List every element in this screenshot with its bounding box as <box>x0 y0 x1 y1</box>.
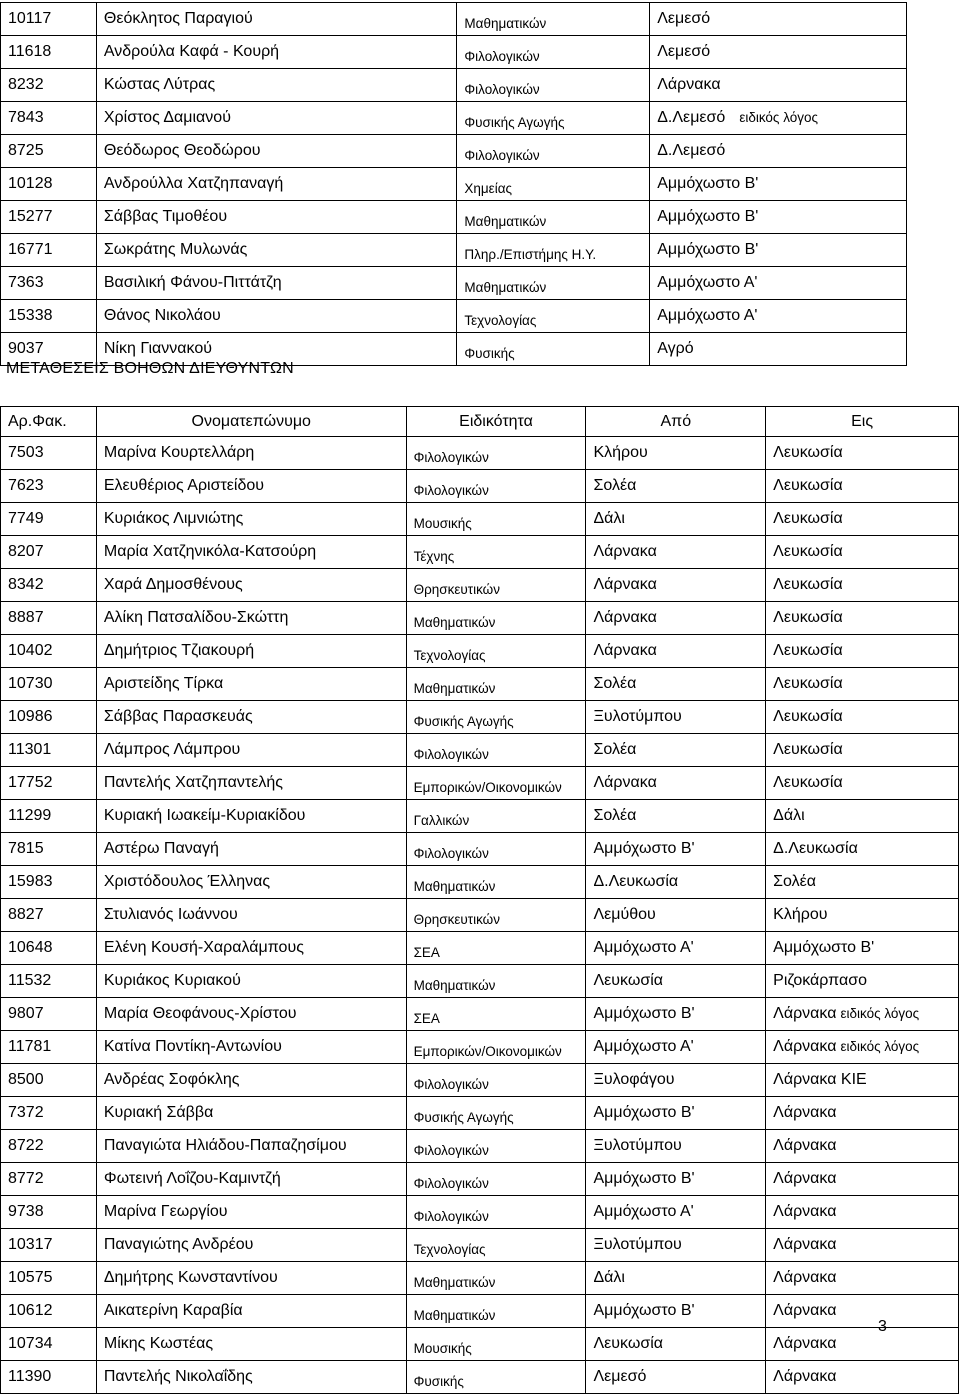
file-number-cell: 7503 <box>1 437 97 470</box>
name-cell: Αικατερίνη Καραβία <box>96 1295 406 1328</box>
file-number-cell: 17752 <box>1 767 97 800</box>
to-text: Λάρνακα <box>773 1137 837 1154</box>
table-row <box>1 102 907 135</box>
name-cell: Χριστόδουλος Έλληνας <box>96 866 406 899</box>
table-row <box>1 701 959 734</box>
file-number-cell: 10648 <box>1 932 97 965</box>
name-cell: Χαρά Δημοσθένους <box>96 569 406 602</box>
file-number-cell: 8342 <box>1 569 97 602</box>
specialty-cell: Φιλολογικών <box>457 69 650 102</box>
from-cell: Ξυλοτύμπου <box>586 701 766 734</box>
to-cell <box>766 1229 959 1262</box>
to-text: Λάρνακα <box>773 1038 837 1055</box>
file-number-cell: 11532 <box>1 965 97 998</box>
table-row <box>1 470 959 503</box>
table-row <box>1 965 959 998</box>
table-row <box>1 1031 959 1064</box>
specialty-cell: Φυσικής Αγωγής <box>406 701 586 734</box>
specialty-cell: Χημείας <box>457 168 650 201</box>
table-row <box>1 36 907 69</box>
file-number-cell: 16771 <box>1 234 97 267</box>
from-cell: Λευκωσία <box>586 1328 766 1361</box>
from-cell: Ξυλοτύμπου <box>586 1229 766 1262</box>
section-title: ΜΕΤΑΘΕΣΕΙΣ ΒΟΗΘΩΝ ΔΙΕΥΘΥΝΤΩΝ <box>6 360 294 377</box>
to-cell <box>766 701 959 734</box>
from-cell: Ξυλοφάγου <box>586 1064 766 1097</box>
specialty-cell: Μαθηματικών <box>406 602 586 635</box>
to-text: Δάλι <box>773 807 805 824</box>
specialty-cell: Μουσικής <box>406 503 586 536</box>
to-text: Λευκωσία <box>773 774 843 791</box>
specialty-cell: ΣΕΑ <box>406 998 586 1031</box>
to-cell <box>766 470 959 503</box>
name-cell: Στυλιανός Ιωάννου <box>96 899 406 932</box>
from-cell: Λεμύθου <box>586 899 766 932</box>
location-text: Λεμεσό <box>657 10 711 27</box>
specialty-cell: Μαθηματικών <box>406 866 586 899</box>
specialty-cell: Φιλολογικών <box>406 470 586 503</box>
location-cell <box>650 3 907 36</box>
file-number-cell: 7372 <box>1 1097 97 1130</box>
name-cell: Αλίκη Πατσαλίδου-Σκώττη <box>96 602 406 635</box>
specialty-cell: Φιλολογικών <box>406 833 586 866</box>
table-row <box>1 135 907 168</box>
specialty-cell: Μαθηματικών <box>457 267 650 300</box>
location-text: Αμμόχωστο Β' <box>657 175 759 192</box>
name-cell: Κυριάκος Κυριακού <box>96 965 406 998</box>
from-cell: Αμμόχωστο Β' <box>586 998 766 1031</box>
table-row <box>1 734 959 767</box>
to-cell <box>766 1262 959 1295</box>
to-text: Λάρνακα <box>773 1335 837 1352</box>
from-cell: Λάρνακα <box>586 767 766 800</box>
name-cell: Ελένη Κουσή-Χαραλάμπους <box>96 932 406 965</box>
specialty-cell: Τεχνολογίας <box>406 1229 586 1262</box>
from-cell: Σολέα <box>586 470 766 503</box>
specialty-cell: Τεχνολογίας <box>406 635 586 668</box>
location-cell <box>650 333 907 366</box>
specialty-cell: Τεχνολογίας <box>457 300 650 333</box>
to-text: Λευκωσία <box>773 642 843 659</box>
header-full-name: Ονοματεπώνυμο <box>96 407 406 437</box>
from-cell: Λεμεσό <box>586 1361 766 1394</box>
location-text: Λάρνακα <box>657 76 721 93</box>
table-row <box>1 602 959 635</box>
to-cell <box>766 833 959 866</box>
table-row <box>1 1064 959 1097</box>
file-number-cell: 15983 <box>1 866 97 899</box>
file-number-cell: 9738 <box>1 1196 97 1229</box>
file-number-cell: 11299 <box>1 800 97 833</box>
from-cell: Σολέα <box>586 668 766 701</box>
name-cell: Κυριακή Σάββα <box>96 1097 406 1130</box>
specialty-cell: Θρησκευτικών <box>406 569 586 602</box>
header-file-number: Αρ.Φακ. <box>1 407 97 437</box>
file-number-cell: 8232 <box>1 69 97 102</box>
special-reason-note: ειδικός λόγος <box>739 110 819 125</box>
file-number-cell: 8500 <box>1 1064 97 1097</box>
name-cell: Μαρία Θεοφάνους-Χρίστου <box>96 998 406 1031</box>
table-row <box>1 668 959 701</box>
location-cell <box>650 300 907 333</box>
file-number-cell: 8207 <box>1 536 97 569</box>
specialty-cell: Φυσικής <box>406 1361 586 1394</box>
to-cell <box>766 602 959 635</box>
to-text: Λάρνακα <box>773 1104 837 1121</box>
table-row <box>1 1130 959 1163</box>
header-specialty: Ειδικότητα <box>406 407 586 437</box>
from-cell: Αμμόχωστο Β' <box>586 833 766 866</box>
specialty-cell: Εμπορικών/Οικονομικών <box>406 1031 586 1064</box>
location-text: Αμμόχωστο Β' <box>657 241 759 258</box>
file-number-cell: 15277 <box>1 201 97 234</box>
file-number-cell: 10730 <box>1 668 97 701</box>
to-text: Λευκωσία <box>773 510 843 527</box>
location-text: Αγρό <box>657 340 694 357</box>
file-number-cell: 8827 <box>1 899 97 932</box>
to-cell <box>766 1097 959 1130</box>
specialty-cell: Φιλολογικών <box>457 135 650 168</box>
name-cell: Ανδρούλα Καφά - Κουρή <box>96 36 457 69</box>
from-cell: Αμμόχωστο Α' <box>586 932 766 965</box>
specialty-cell: Φιλολογικών <box>406 1064 586 1097</box>
from-cell: Λάρνακα <box>586 569 766 602</box>
file-number-cell: 10575 <box>1 1262 97 1295</box>
to-cell <box>766 1064 959 1097</box>
location-cell <box>650 135 907 168</box>
specialty-cell: Εμπορικών/Οικονομικών <box>406 767 586 800</box>
file-number-cell: 8772 <box>1 1163 97 1196</box>
to-cell <box>766 800 959 833</box>
to-cell <box>766 1295 959 1328</box>
name-cell: Θάνος Νικολάου <box>96 300 457 333</box>
to-cell <box>766 965 959 998</box>
file-number-cell: 10986 <box>1 701 97 734</box>
to-text: Λάρνακα <box>773 1005 837 1022</box>
to-cell <box>766 899 959 932</box>
to-text: Λάρνακα <box>773 1203 837 1220</box>
specialty-cell: Φιλολογικών <box>406 1130 586 1163</box>
file-number-cell: 11390 <box>1 1361 97 1394</box>
file-number-cell: 7363 <box>1 267 97 300</box>
file-number-cell: 10402 <box>1 635 97 668</box>
to-cell <box>766 1196 959 1229</box>
table-row <box>1 536 959 569</box>
specialty-cell: Φυσικής Αγωγής <box>457 102 650 135</box>
table-header-row <box>1 407 959 437</box>
name-cell: Παντελής Νικολαΐδης <box>96 1361 406 1394</box>
table-row <box>1 300 907 333</box>
to-text: Λευκωσία <box>773 477 843 494</box>
header-to: Εις <box>766 407 959 437</box>
location-cell <box>650 168 907 201</box>
specialty-cell: Φυσικής <box>457 333 650 366</box>
specialty-cell: Γαλλικών <box>406 800 586 833</box>
name-cell: Ελευθέριος Αριστείδου <box>96 470 406 503</box>
assistant-principals-transfers-table <box>0 406 959 1394</box>
table-row <box>1 168 907 201</box>
to-cell <box>766 437 959 470</box>
file-number-cell: 7843 <box>1 102 97 135</box>
from-cell: Αμμόχωστο Β' <box>586 1295 766 1328</box>
specialty-cell: Φυσικής Αγωγής <box>406 1097 586 1130</box>
table-row <box>1 767 959 800</box>
from-cell: Σολέα <box>586 800 766 833</box>
file-number-cell: 10612 <box>1 1295 97 1328</box>
from-cell: Κλήρου <box>586 437 766 470</box>
name-cell: Κυριακή Ιωακείμ-Κυριακίδου <box>96 800 406 833</box>
to-cell <box>766 932 959 965</box>
table-row <box>1 1262 959 1295</box>
to-cell <box>766 767 959 800</box>
from-cell: Λάρνακα <box>586 602 766 635</box>
location-text: Αμμόχωστο Α' <box>657 274 758 291</box>
to-text: Λάρνακα <box>773 1302 837 1319</box>
table-row <box>1 635 959 668</box>
file-number-cell: 8887 <box>1 602 97 635</box>
table-row <box>1 932 959 965</box>
to-text: Αμμόχωστο Β' <box>773 939 875 956</box>
name-cell: Λάμπρος Λάμπρου <box>96 734 406 767</box>
location-text: Δ.Λεμεσό <box>657 142 726 159</box>
to-text: Δ.Λευκωσία <box>773 840 858 857</box>
specialty-cell: Μουσικής <box>406 1328 586 1361</box>
file-number-cell: 7623 <box>1 470 97 503</box>
to-cell <box>766 1130 959 1163</box>
from-cell: Αμμόχωστο Β' <box>586 1097 766 1130</box>
table-row <box>1 1196 959 1229</box>
from-cell: Δ.Λευκωσία <box>586 866 766 899</box>
to-cell <box>766 569 959 602</box>
name-cell: Μαρία Χατζηνικόλα-Κατσούρη <box>96 536 406 569</box>
name-cell: Σάββας Παρασκευάς <box>96 701 406 734</box>
table-row <box>1 1361 959 1394</box>
from-cell: Σολέα <box>586 734 766 767</box>
file-number-cell: 10734 <box>1 1328 97 1361</box>
special-reason-note: ειδικός λόγος <box>840 1006 920 1021</box>
specialty-cell: Φιλολογικών <box>457 36 650 69</box>
location-cell <box>650 234 907 267</box>
specialty-cell: Φιλολογικών <box>406 437 586 470</box>
file-number-cell: 7749 <box>1 503 97 536</box>
specialty-cell: Πληρ./Επιστήμης Η.Υ. <box>457 234 650 267</box>
name-cell: Χρίστος Δαμιανού <box>96 102 457 135</box>
specialty-cell: Φιλολογικών <box>406 1196 586 1229</box>
specialty-cell: Μαθηματικών <box>406 965 586 998</box>
file-number-cell: 10117 <box>1 3 97 36</box>
file-number-cell: 11301 <box>1 734 97 767</box>
to-cell <box>766 866 959 899</box>
name-cell: Σωκράτης Μυλωνάς <box>96 234 457 267</box>
location-text: Αμμόχωστο Α' <box>657 307 758 324</box>
location-cell <box>650 69 907 102</box>
table-row <box>1 1163 959 1196</box>
from-cell: Αμμόχωστο Β' <box>586 1163 766 1196</box>
table-row <box>1 234 907 267</box>
to-text: Λευκωσία <box>773 444 843 461</box>
to-text: Λάρνακα <box>773 1368 837 1385</box>
table-row <box>1 201 907 234</box>
specialty-cell: Μαθηματικών <box>457 3 650 36</box>
to-text: Λευκωσία <box>773 741 843 758</box>
table-row <box>1 899 959 932</box>
specialty-cell: Μαθηματικών <box>406 668 586 701</box>
from-cell: Ξυλοτύμπου <box>586 1130 766 1163</box>
location-text: Αμμόχωστο Β' <box>657 208 759 225</box>
table-row <box>1 1295 959 1328</box>
from-cell: Δάλι <box>586 503 766 536</box>
to-text: Λάρνακα <box>773 1236 837 1253</box>
specialty-cell: Τέχνης <box>406 536 586 569</box>
name-cell: Κώστας Λύτρας <box>96 69 457 102</box>
from-cell: Δάλι <box>586 1262 766 1295</box>
name-cell: Παντελής Χατζηπαντελής <box>96 767 406 800</box>
name-cell: Παναγιώτα Ηλιάδου-Παπαζησίμου <box>96 1130 406 1163</box>
location-text: Δ.Λεμεσό <box>657 109 726 126</box>
to-text: Λευκωσία <box>773 543 843 560</box>
name-cell: Μίκης Κωστέας <box>96 1328 406 1361</box>
name-cell: Θεόδωρος Θεοδώρου <box>96 135 457 168</box>
to-text: Λάρνακα <box>773 1269 837 1286</box>
table-row <box>1 866 959 899</box>
name-cell: Αριστείδης Τίρκα <box>96 668 406 701</box>
table-row <box>1 569 959 602</box>
name-cell: Ανδρούλλα Χατζηπαναγή <box>96 168 457 201</box>
file-number-cell: 8725 <box>1 135 97 168</box>
name-cell: Παναγιώτης Ανδρέου <box>96 1229 406 1262</box>
special-reason-note: ειδικός λόγος <box>840 1039 920 1054</box>
name-cell: Κατίνα Ποντίκη-Αντωνίου <box>96 1031 406 1064</box>
specialty-cell: Μαθηματικών <box>406 1262 586 1295</box>
name-cell: Αστέρω Παναγή <box>96 833 406 866</box>
name-cell: Βασιλική Φάνου-Πιττάτζη <box>96 267 457 300</box>
to-cell <box>766 734 959 767</box>
table-row <box>1 267 907 300</box>
header-from: Από <box>586 407 766 437</box>
to-cell <box>766 998 959 1031</box>
file-number-cell: 9807 <box>1 998 97 1031</box>
specialty-cell: Θρησκευτικών <box>406 899 586 932</box>
to-cell <box>766 1361 959 1394</box>
table-row <box>1 69 907 102</box>
table-row <box>1 998 959 1031</box>
to-cell <box>766 536 959 569</box>
to-cell <box>766 503 959 536</box>
to-text: Λευκωσία <box>773 708 843 725</box>
file-number-cell: 7815 <box>1 833 97 866</box>
from-cell: Αμμόχωστο Α' <box>586 1196 766 1229</box>
file-number-cell: 11618 <box>1 36 97 69</box>
location-cell <box>650 201 907 234</box>
to-text: Λευκωσία <box>773 675 843 692</box>
to-cell <box>766 635 959 668</box>
specialty-cell: Μαθηματικών <box>457 201 650 234</box>
table-row <box>1 1229 959 1262</box>
specialty-cell: ΣΕΑ <box>406 932 586 965</box>
to-text: Λάρνακα ΚΙΕ <box>773 1071 867 1088</box>
location-cell <box>650 102 907 135</box>
file-number-cell: 10317 <box>1 1229 97 1262</box>
name-cell: Μαρίνα Γεωργίου <box>96 1196 406 1229</box>
transfers-table-1 <box>0 2 907 366</box>
from-cell: Λάρνακα <box>586 635 766 668</box>
name-cell: Δημήτριος Τζιακουρή <box>96 635 406 668</box>
table-row <box>1 437 959 470</box>
location-text: Λεμεσό <box>657 43 711 60</box>
name-cell: Σάββας Τιμοθέου <box>96 201 457 234</box>
to-text: Λευκωσία <box>773 609 843 626</box>
name-cell: Ανδρέας Σοφόκλης <box>96 1064 406 1097</box>
file-number-cell: 8722 <box>1 1130 97 1163</box>
file-number-cell: 9037 <box>1 333 97 366</box>
from-cell: Λευκωσία <box>586 965 766 998</box>
specialty-cell: Μαθηματικών <box>406 1295 586 1328</box>
to-cell <box>766 1328 959 1361</box>
to-text: Λευκωσία <box>773 576 843 593</box>
file-number-cell: 11781 <box>1 1031 97 1064</box>
to-cell <box>766 668 959 701</box>
to-text: Σολέα <box>773 873 817 890</box>
name-cell: Θεόκλητος Παραγιού <box>96 3 457 36</box>
file-number-cell: 15338 <box>1 300 97 333</box>
table-row <box>1 1097 959 1130</box>
location-cell <box>650 36 907 69</box>
name-cell: Δημήτρης Κωνσταντίνου <box>96 1262 406 1295</box>
name-cell: Φωτεινή Λοΐζου-Καμιντζή <box>96 1163 406 1196</box>
to-cell <box>766 1163 959 1196</box>
table-row <box>1 800 959 833</box>
file-number-cell: 10128 <box>1 168 97 201</box>
name-cell: Νίκη Γιαννακού <box>96 333 457 366</box>
name-cell: Μαρίνα Κουρτελλάρη <box>96 437 406 470</box>
from-cell: Λάρνακα <box>586 536 766 569</box>
name-cell: Κυριάκος Λιμνιώτης <box>96 503 406 536</box>
specialty-cell: Φιλολογικών <box>406 1163 586 1196</box>
table-row <box>1 503 959 536</box>
table-row <box>1 1328 959 1361</box>
from-cell: Αμμόχωστο Α' <box>586 1031 766 1064</box>
to-text: Κλήρου <box>773 906 828 923</box>
table-row <box>1 3 907 36</box>
table-row <box>1 833 959 866</box>
specialty-cell: Φιλολογικών <box>406 734 586 767</box>
page-number: 3 <box>878 1318 887 1335</box>
to-cell <box>766 1031 959 1064</box>
to-text: Λάρνακα <box>773 1170 837 1187</box>
to-text: Ριζοκάρπασο <box>773 972 868 989</box>
location-cell <box>650 267 907 300</box>
